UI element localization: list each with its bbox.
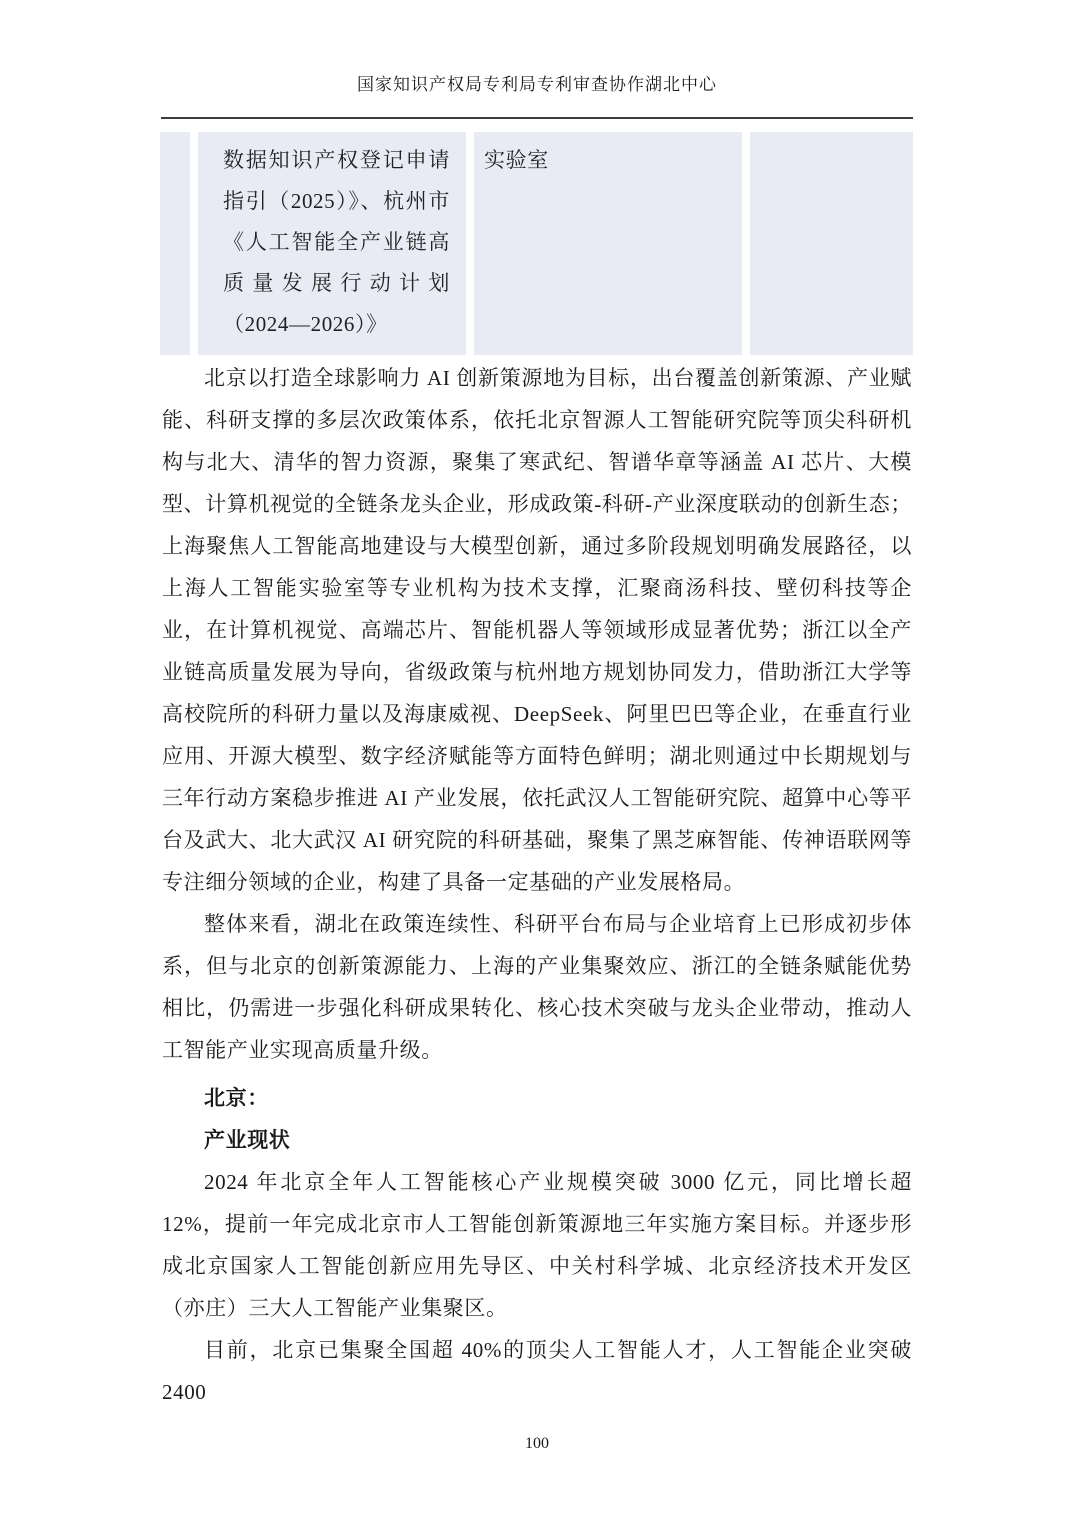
paragraph-regional-comparison: 北京以打造全球影响力 AI 创新策源地为目标，出台覆盖创新策源、产业赋能、科研支撑的多层次政策体系，依托北京智源人工智能研究院等顶尖科研机构与北大、清华的智力资源，聚集了寒武纪、智谱华章等涵盖 AI 芯片、大模型、计算机视觉的全链条龙头企业，形成政策-科研-产业深度联动的创新生态；上海聚焦人工智能高地建设与大模型创新，通过多阶段规划明确发展路径，以上海人工智能实验室等专业机构为技术支撑，汇聚商汤科技、壁仞科技等企业，在计算机视觉、高端芯片、智能机器人等领域形成显著优势；浙江以全产业链高质量发展为导向，省级政策与杭州地方规划协同发力，借助浙江大学等高校院所的科研力量以及海康威视、DeepSeek、阿里巴巴等企业，在垂直行业应用、开源大模型、数字经济赋能等方面特色鲜明；湖北则通过中长期规划与三年行动方案稳步推进 AI 产业发展，依托武汉人工智能研究院、超算中心等平台及武大、北大武汉 AI 研究院的科研基础，聚集了黑芝麻智能、传神语联网等专注细分领域的企业，构建了具备一定基础的产业发展格局。 bbox=[162, 366, 912, 894]
paragraph-overall-assessment: 整体来看，湖北在政策连续性、科研平台布局与企业培育上已形成初步体系，但与北京的创新策源能力、上海的产业集聚效应、浙江的全链条赋能优势相比，仍需进一步强化科研成果转化、核心技术突破与龙头企业带动，推动人工智能产业实现高质量升级。 bbox=[162, 912, 912, 1062]
heading-beijing: 北京： bbox=[204, 1086, 269, 1110]
header-rule bbox=[161, 117, 913, 119]
heading-industry-status: 产业现状 bbox=[204, 1128, 291, 1152]
paragraph-beijing-industry-scale: 2024 年北京全年人工智能核心产业规模突破 3000 亿元，同比增长超 12%，提前一年完成北京市人工智能创新策源地三年实施方案目标。并逐步形成北京国家人工智能创新应用先导区、中关村科学城、北京经济技术开发区（亦庄）三大人工智能产业集聚区。 bbox=[162, 1170, 912, 1320]
table-cell-policy-docs: 数据知识产权登记申请指引（2025）》、杭州市《人工智能全产业链高质量发展行动计划（2024—2026）》 bbox=[198, 132, 466, 355]
running-header-title: 国家知识产权局专利局专利审查协作湖北中心 bbox=[357, 75, 717, 94]
table-cell-platform: 实验室 bbox=[474, 132, 742, 355]
policy-table-fragment bbox=[160, 132, 913, 355]
paragraph-beijing-talent: 目前，北京已集聚全国超 40%的顶尖人工智能人才，人工智能企业突破 2400 bbox=[162, 1338, 912, 1404]
page-number: 100 bbox=[525, 1435, 549, 1452]
table-cell-extra bbox=[750, 132, 913, 355]
table-cell-index bbox=[160, 132, 190, 355]
